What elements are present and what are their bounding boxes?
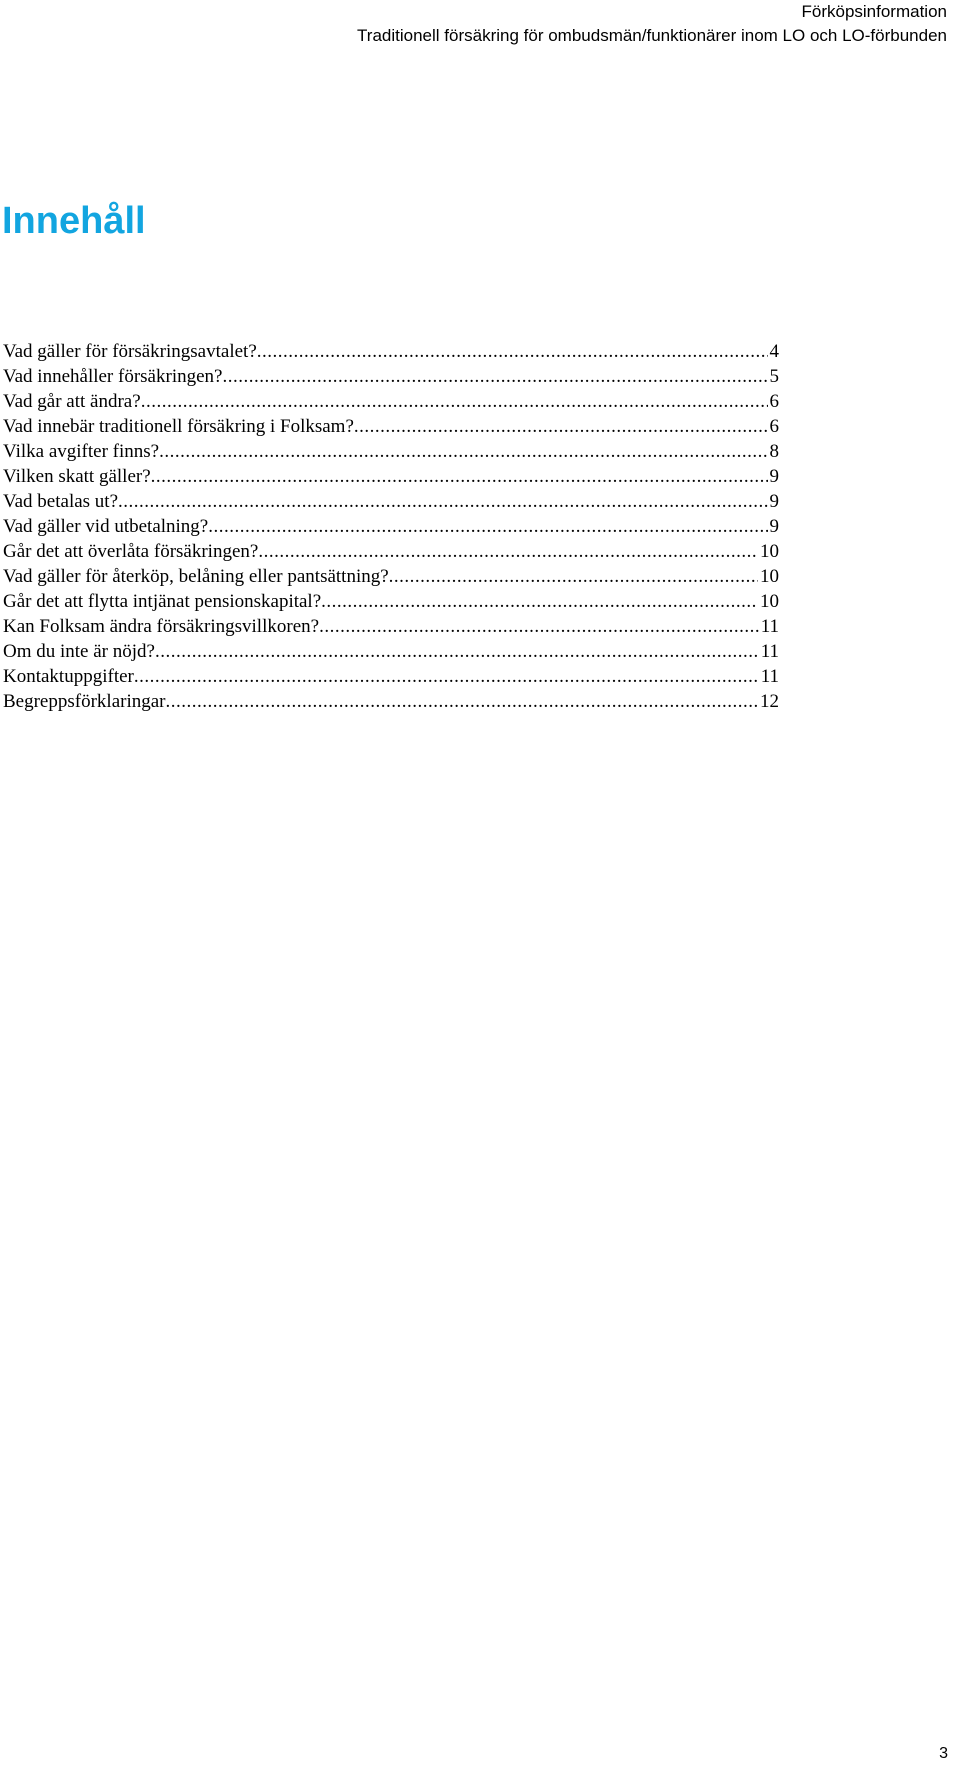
toc-page-number: 10 <box>760 566 779 587</box>
document-type-label: Förköpsinformation <box>801 2 947 21</box>
toc-page-number: 8 <box>769 441 779 462</box>
toc-dot-leader <box>222 364 767 389</box>
toc-entry[interactable] <box>3 464 779 489</box>
toc-dot-leader <box>354 414 768 439</box>
toc-dot-leader <box>257 339 768 364</box>
toc-page-number: 10 <box>760 541 779 562</box>
page-title: Innehåll <box>2 200 146 242</box>
toc-entry-label: Vad innehåller försäkringen? <box>3 366 223 387</box>
toc-dot-leader <box>208 514 767 539</box>
toc-dot-leader <box>155 639 759 664</box>
toc-entry[interactable] <box>3 439 779 464</box>
toc-entry-label: Vad går att ändra? <box>3 391 141 412</box>
toc-page-number: 9 <box>769 466 779 487</box>
toc-page-number: 9 <box>769 516 779 537</box>
toc-entry-label: Vad gäller vid utbetalning? <box>3 516 209 537</box>
toc-entry[interactable] <box>3 514 779 539</box>
toc-entry-label: Om du inte är nöjd? <box>3 641 155 662</box>
page-number: 3 <box>939 1745 948 1762</box>
toc-entry[interactable] <box>3 389 779 414</box>
toc-entry[interactable] <box>3 339 779 364</box>
toc-dot-leader <box>389 564 758 589</box>
toc-dot-leader <box>118 489 767 514</box>
toc-dot-leader <box>321 589 758 614</box>
toc-dot-leader <box>134 664 759 689</box>
toc-dot-leader <box>159 439 767 464</box>
toc-entry[interactable] <box>3 689 779 714</box>
toc-page-number: 9 <box>769 491 779 512</box>
toc-entry[interactable] <box>3 539 779 564</box>
toc-entry[interactable] <box>3 364 779 389</box>
toc-entry-label: Vad innebär traditionell försäkring i Folksam? <box>3 416 354 437</box>
toc-page-number: 6 <box>769 391 779 412</box>
toc-dot-leader <box>151 464 768 489</box>
document-subtitle: Traditionell försäkring för ombudsmän/funktionärer inom LO och LO-förbunden <box>357 26 947 45</box>
toc-entry[interactable] <box>3 489 779 514</box>
toc-entry[interactable] <box>3 589 779 614</box>
toc-entry-label: Vad gäller för försäkringsavtalet? <box>3 341 257 362</box>
toc-dot-leader <box>141 389 768 414</box>
page-header <box>357 0 947 48</box>
toc-entry-label: Kan Folksam ändra försäkringsvillkoren? <box>3 616 320 637</box>
toc-page-number: 11 <box>760 641 779 662</box>
toc-entry-label: Vilka avgifter finns? <box>3 441 160 462</box>
toc-entry-label: Går det att överlåta försäkringen? <box>3 541 259 562</box>
toc-entry[interactable] <box>3 614 779 639</box>
toc-dot-leader <box>258 539 758 564</box>
toc-page-number: 12 <box>760 691 779 712</box>
toc-page-number: 4 <box>769 341 779 362</box>
toc-entry-label: Vad gäller för återköp, belåning eller pantsättning? <box>3 566 389 587</box>
toc-entry[interactable] <box>3 664 779 689</box>
toc-entry-label: Går det att flytta intjänat pensionskapital? <box>3 591 322 612</box>
toc-entry-label: Kontaktuppgifter <box>3 666 134 687</box>
toc-page-number: 11 <box>760 666 779 687</box>
toc-entry[interactable] <box>3 639 779 664</box>
toc-entry-label: Vilken skatt gäller? <box>3 466 151 487</box>
toc-dot-leader <box>166 689 759 714</box>
toc-page-number: 5 <box>769 366 779 387</box>
toc-entry[interactable] <box>3 414 779 439</box>
toc-entry-label: Begreppsförklaringar <box>3 691 166 712</box>
toc-page-number: 6 <box>769 416 779 437</box>
toc-entry-label: Vad betalas ut? <box>3 491 119 512</box>
table-of-contents <box>3 339 779 714</box>
toc-page-number: 10 <box>760 591 779 612</box>
toc-page-number: 11 <box>760 616 779 637</box>
toc-dot-leader <box>319 614 759 639</box>
toc-entry[interactable] <box>3 564 779 589</box>
